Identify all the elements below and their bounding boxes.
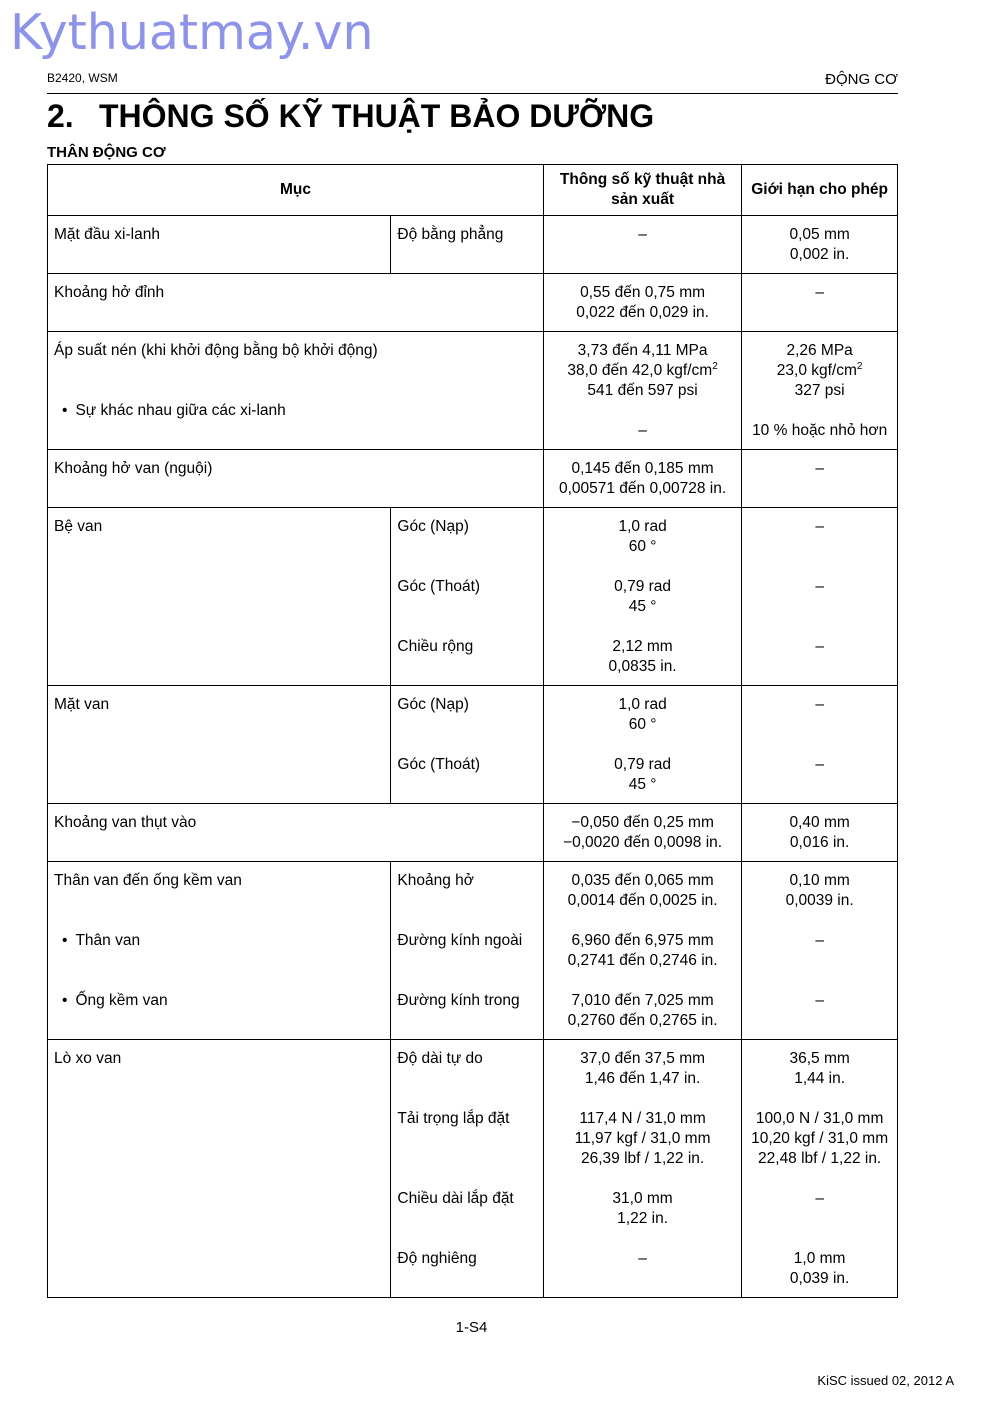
sub-item-cell: Độ bằng phẳng xyxy=(391,216,544,274)
page-number: 1-S4 xyxy=(455,1319,488,1336)
section-heading: THÂN ĐỘNG CƠ xyxy=(47,144,166,161)
table-row xyxy=(48,686,898,804)
item-cell: Mặt van xyxy=(48,686,391,804)
sub-item-cell: Góc (Nạp) Góc (Thoát) Chiều rộng xyxy=(391,508,544,686)
item-cell: Khoảng van thụt vào xyxy=(48,804,544,862)
spec-cell: 0,145 đến 0,185 mm 0,00571 đến 0,00728 in. xyxy=(543,450,741,508)
limit-cell: – xyxy=(742,450,898,508)
spec-cell: −0,050 đến 0,25 mm −0,0020 đến 0,0098 in. xyxy=(543,804,741,862)
limit-cell: – – – xyxy=(742,508,898,686)
limit-cell: 0,40 mm 0,016 in. xyxy=(742,804,898,862)
header-factory-spec: Thông số kỹ thuật nhà sản xuất xyxy=(543,165,741,216)
limit-cell: 0,10 mm 0,0039 in. – – xyxy=(742,862,898,1040)
page-title xyxy=(47,98,654,135)
title-text: THÔNG SỐ KỸ THUẬT BẢO DƯỠNG xyxy=(99,98,655,134)
spec-cell: 1,0 rad 60 ° 0,79 rad 45 ° xyxy=(543,686,741,804)
title-number: 2. xyxy=(47,98,74,134)
manual-code: B2420, WSM xyxy=(47,71,118,85)
watermark-logo: Kythuatmay.vn xyxy=(10,4,374,61)
bullet-item: • Sự khác nhau giữa các xi-lanh xyxy=(54,401,537,421)
spec-cell: 0,035 đến 0,065 mm 0,0014 đến 0,0025 in. 6,960 đến 6,975 mm 0,2741 đến 0,2746 in. 7,010 đến 7,025 mm 0,2760 đến 0,2765 in. xyxy=(543,862,741,1040)
limit-cell: – – xyxy=(742,686,898,804)
sub-item-cell: Góc (Nạp) Góc (Thoát) xyxy=(391,686,544,804)
spec-table xyxy=(47,164,898,1298)
spec-cell: 37,0 đến 37,5 mm 1,46 đến 1,47 in. 117,4 N / 31,0 mm 11,97 kgf / 31,0 mm 26,39 lbf / 1,22 in. 31,0 mm 1,22 in. – xyxy=(543,1040,741,1298)
header-item: Mục xyxy=(48,165,544,216)
table-row xyxy=(48,332,898,450)
header-allowable-limit: Giới hạn cho phép xyxy=(742,165,898,216)
spec-cell: – xyxy=(543,216,741,274)
header-divider xyxy=(47,93,898,94)
spec-cell: 0,55 đến 0,75 mm 0,022 đến 0,029 in. xyxy=(543,274,741,332)
sub-item-cell: Khoảng hở Đường kính ngoài Đường kính trong xyxy=(391,862,544,1040)
spec-cell: 3,73 đến 4,11 MPa 38,0 đến 42,0 kgf/$cm^2$ 541 đến 597 psi – xyxy=(543,332,741,450)
item-cell: Mặt đầu xi-lanh xyxy=(48,216,391,274)
table-row xyxy=(48,804,898,862)
table-row xyxy=(48,274,898,332)
limit-cell: – xyxy=(742,274,898,332)
item-cell: Khoảng hở van (nguội) xyxy=(48,450,544,508)
limit-cell: 0,05 mm 0,002 in. xyxy=(742,216,898,274)
limit-cell: 36,5 mm 1,44 in. 100,0 N / 31,0 mm 10,20 kgf / 31,0 mm 22,48 lbf / 1,22 in. – 1,0 mm 0,039 in. xyxy=(742,1040,898,1298)
sub-item-cell: Độ dài tự do Tải trọng lắp đặt Chiều dài lắp đặt Độ nghiêng xyxy=(391,1040,544,1298)
spec-cell: 1,0 rad 60 ° 0,79 rad 45 ° 2,12 mm 0,0835 in. xyxy=(543,508,741,686)
table-header-row xyxy=(48,165,898,216)
limit-cell: 2,26 MPa 23,0 kgf/$cm^2$ 327 psi 10 % hoặc nhỏ hơn xyxy=(742,332,898,450)
item-cell: Áp suất nén (khi khởi động bằng bộ khởi động) • Sự khác nhau giữa các xi-lanh xyxy=(48,332,544,450)
item-cell: Lò xo van xyxy=(48,1040,391,1298)
item-cell: Thân van đến ống kềm van • Thân van • Ống kềm van xyxy=(48,862,391,1040)
item-cell: Khoảng hở đỉnh xyxy=(48,274,544,332)
table-row xyxy=(48,508,898,686)
table-row xyxy=(48,216,898,274)
bullet-item: • Ống kềm van xyxy=(54,991,384,1011)
table-row xyxy=(48,1040,898,1298)
item-cell: Bệ van xyxy=(48,508,391,686)
bullet-item: • Thân van xyxy=(54,931,384,951)
issue-note: KiSC issued 02, 2012 A xyxy=(817,1373,954,1388)
table-row xyxy=(48,862,898,1040)
chapter-name: ĐỘNG CƠ xyxy=(825,71,898,88)
table-row xyxy=(48,450,898,508)
